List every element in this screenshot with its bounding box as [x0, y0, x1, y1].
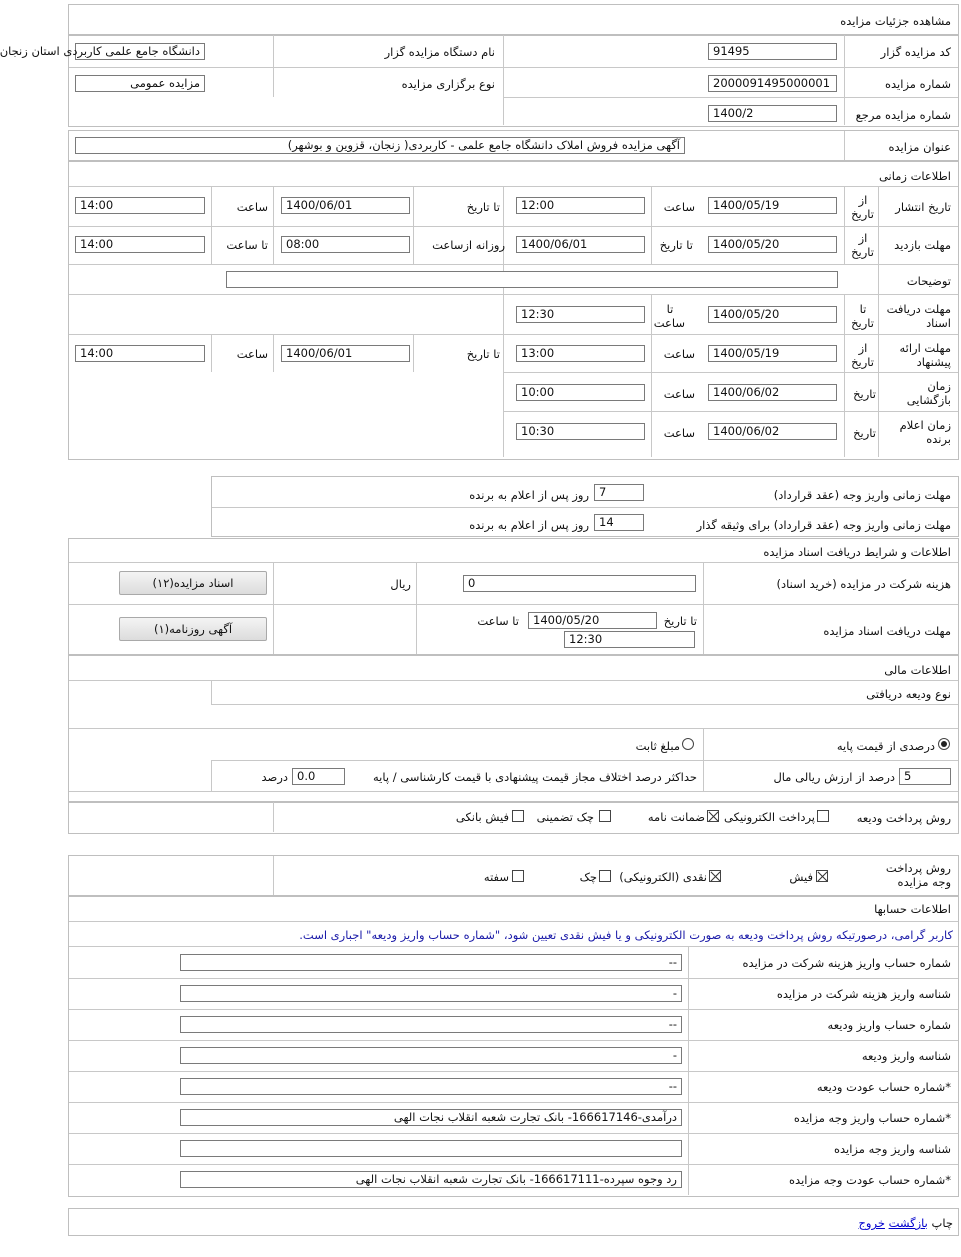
- payment-receipt-checkbox[interactable]: [816, 870, 828, 882]
- publish-from-label: از تاریخ: [851, 193, 874, 221]
- visit-to-label: تا تاریخ: [659, 238, 693, 252]
- offer-to-time-label: ساعت: [236, 347, 268, 361]
- offer-to-label: تا تاریخ: [466, 347, 500, 361]
- account-field-3[interactable]: -: [180, 1047, 682, 1064]
- offer-label: مهلت ارائه پیشنهاد: [899, 341, 951, 369]
- subject-field[interactable]: آگهی مزایده فروش املاک دانشگاه جامع علمی - کاربردی( زنجان، قزوین و بوشهر): [75, 137, 685, 154]
- opening-date-label: تاریخ: [853, 387, 876, 401]
- doc-receive-date[interactable]: 1400/05/20: [708, 306, 837, 323]
- doc-receive-time-label: تا ساعت: [653, 302, 685, 330]
- accounts-section-title: اطلاعات حسابها: [874, 902, 951, 916]
- exit-link[interactable]: خروج: [858, 1216, 885, 1230]
- account-field-4[interactable]: --: [180, 1078, 682, 1095]
- account-field-5[interactable]: درآمدی-166617146- بانک تجارت شعبه انقلاب نجات الهی: [180, 1109, 682, 1126]
- offer-from-time[interactable]: 13:00: [516, 345, 645, 362]
- doc-receive-time[interactable]: 12:30: [516, 306, 645, 323]
- offer-to-date[interactable]: 1400/06/01: [281, 345, 410, 362]
- deposit-percent-field[interactable]: 5: [899, 768, 951, 785]
- account-field-7[interactable]: رد وجوه سپرده-166617111- بانک تجارت شعبه انقلاب نجات الهی: [180, 1171, 682, 1188]
- notes-field[interactable]: [226, 271, 838, 288]
- deposit-type-label: نوع ودیعه دریافتی: [866, 687, 951, 701]
- account-label-2: شماره حساب واریز ودیعه: [827, 1018, 951, 1032]
- page-title-bar: [68, 4, 959, 36]
- subject-label: عنوان مزایده: [888, 140, 951, 154]
- type-field[interactable]: مزایده عمومی: [75, 75, 205, 92]
- deposit-percent-text: درصد از ارزش ریالی مال: [773, 770, 895, 784]
- publish-to-time-label: ساعت: [236, 200, 268, 214]
- publish-to-label: تا تاریخ: [466, 200, 500, 214]
- account-field-2[interactable]: --: [180, 1016, 682, 1033]
- timing-section-title: اطلاعات زمانی: [878, 169, 951, 183]
- winner-time-label: ساعت: [663, 426, 695, 440]
- fee-field[interactable]: 0: [463, 575, 696, 592]
- payment-promissory-label: سفته: [483, 870, 509, 884]
- payment-method-label: روش پرداخت وجه مزایده: [885, 861, 951, 889]
- visit-daily-label: روزانه ازساعت: [432, 238, 505, 252]
- docs-section-title: اطلاعات و شرایط دریافت اسناد مزایده: [763, 545, 951, 559]
- opening-time[interactable]: 10:00: [516, 384, 645, 401]
- number-field[interactable]: 2000091495000001: [708, 75, 837, 92]
- account-field-6[interactable]: [180, 1140, 682, 1157]
- newspaper-button[interactable]: آگهی روزنامه(۱): [119, 617, 267, 641]
- account-label-1: شناسه واریز هزینه شرکت در مزایده: [776, 987, 951, 1001]
- guarantee-deadline-label: مهلت زمانی واریز وجه (عقد قرارداد) برای وثیقه گذار: [696, 518, 951, 532]
- doc-receive-label: مهلت دریافت اسناد: [886, 302, 951, 330]
- notes-label: توضیحات: [906, 274, 951, 288]
- publish-from-date[interactable]: 1400/05/19: [708, 197, 837, 214]
- winner-date-label: تاریخ: [853, 426, 876, 440]
- visit-to-date[interactable]: 1400/06/01: [516, 236, 645, 253]
- code-label: کد مزایده گزار: [880, 45, 951, 59]
- deposit-method-label: روش پرداخت ودیعه: [856, 811, 951, 825]
- accounts-notice: کاربر گرامی، درصورتیکه روش پرداخت ودیعه به صورت الکترونیکی و یا فیش نقدی تعیین شود، "شماره حساب واریز ودیعه" اجباری است.: [299, 928, 953, 942]
- account-label-4: *شماره حساب عودت ودیعه: [816, 1080, 951, 1094]
- type-label: نوع برگزاری مزایده: [401, 77, 495, 91]
- account-label-0: شماره حساب واریز هزینه شرکت در مزایده: [742, 956, 951, 970]
- contract-days-field[interactable]: 7: [594, 484, 644, 501]
- deposit-electronic-label: پرداخت الکترونیکی: [724, 810, 815, 824]
- doc-deadline-to-time-label: تا ساعت: [477, 614, 519, 628]
- publish-from-time[interactable]: 12:00: [516, 197, 645, 214]
- visit-from-date[interactable]: 1400/05/20: [708, 236, 837, 253]
- doc-deadline-label: مهلت دریافت اسناد مزایده: [823, 624, 951, 638]
- account-field-0[interactable]: --: [180, 954, 682, 971]
- footer-bar: [68, 1208, 959, 1236]
- back-link[interactable]: بازگشت: [888, 1216, 928, 1230]
- offer-to-time[interactable]: 14:00: [75, 345, 205, 362]
- publish-label: تاریخ انتشار: [895, 200, 951, 214]
- account-label-5: *شماره حساب واریز وجه مزایده: [793, 1111, 951, 1125]
- payment-cash-label: نقدی (الکترونیکی): [619, 870, 707, 884]
- offer-time-label: ساعت: [663, 347, 695, 361]
- payment-promissory-checkbox[interactable]: [512, 870, 524, 882]
- doc-deadline-date[interactable]: 1400/05/20: [528, 612, 657, 629]
- code-field[interactable]: 91495: [708, 43, 837, 60]
- org-field[interactable]: دانشگاه جامع علمی کاربردی استان زنجان: [75, 43, 205, 60]
- finance-section-title: اطلاعات مالی: [884, 663, 951, 677]
- winner-date[interactable]: 1400/06/02: [708, 423, 837, 440]
- percent-radio[interactable]: [938, 738, 950, 750]
- org-label: نام دستگاه مزایده گزار: [384, 45, 495, 59]
- winner-label: زمان اعلام برنده: [899, 418, 951, 446]
- max-diff-text: حداکثر درصد اختلاف مجاز قیمت پیشنهادی با قیمت کارشناسی / پایه: [372, 770, 697, 784]
- account-label-3: شناسه واریز ودیعه: [861, 1049, 951, 1063]
- publish-to-date[interactable]: 1400/06/01: [281, 197, 410, 214]
- max-diff-unit: درصد: [261, 770, 288, 784]
- opening-label: زمان بازگشایی: [906, 379, 951, 407]
- account-field-1[interactable]: -: [180, 985, 682, 1002]
- deposit-cheque-checkbox[interactable]: [599, 810, 611, 822]
- fee-currency: ریال: [390, 577, 411, 591]
- opening-date[interactable]: 1400/06/02: [708, 384, 837, 401]
- offer-from-date[interactable]: 1400/05/19: [708, 345, 837, 362]
- doc-deadline-time[interactable]: 12:30: [564, 631, 695, 648]
- page-title: مشاهده جزئیات مزایده: [840, 14, 951, 28]
- fixed-radio[interactable]: [682, 738, 694, 750]
- account-label-6: شناسه واریز وجه مزایده: [833, 1142, 951, 1156]
- footer-links: [859, 1216, 954, 1230]
- visit-label: مهلت بازدید: [894, 238, 951, 252]
- visit-to-time[interactable]: 14:00: [75, 236, 205, 253]
- percent-option-label: درصدی از قیمت پایه: [836, 739, 935, 753]
- visit-daily-from[interactable]: 08:00: [281, 236, 410, 253]
- opening-time-label: ساعت: [663, 387, 695, 401]
- number-label: شماره مزایده: [885, 77, 951, 91]
- visit-to-time-label: تا ساعت: [226, 238, 268, 252]
- doc-receive-to-label: تا تاریخ: [851, 302, 874, 330]
- deposit-receipt-label: فیش بانکی: [455, 810, 509, 824]
- contract-days-suffix: روز پس از اعلام به برنده: [469, 488, 589, 502]
- ref-label: شماره مزایده مرجع: [855, 108, 951, 122]
- winner-time[interactable]: 10:30: [516, 423, 645, 440]
- payment-cheque-checkbox[interactable]: [599, 870, 611, 882]
- payment-cheque-label: چک: [579, 870, 597, 884]
- max-diff-field[interactable]: 0.0: [292, 768, 345, 785]
- publish-time-label: ساعت: [663, 200, 695, 214]
- ref-field[interactable]: 1400/2: [708, 105, 837, 122]
- visit-from-label: از تاریخ: [851, 231, 874, 259]
- payment-receipt-label: فیش: [789, 870, 813, 884]
- deposit-guarantee-checkbox[interactable]: [707, 810, 719, 822]
- contract-deadline-label: مهلت زمانی واریز وجه (عقد قرارداد): [773, 488, 951, 502]
- guarantee-days-suffix: روز پس از اعلام به برنده: [469, 518, 589, 532]
- account-label-7: *شماره حساب عودت وجه مزایده: [789, 1173, 951, 1187]
- deposit-receipt-checkbox[interactable]: [512, 810, 524, 822]
- doc-deadline-to-date-label: تا تاریخ: [663, 614, 697, 628]
- print-link[interactable]: چاپ: [931, 1216, 953, 1230]
- deposit-electronic-checkbox[interactable]: [817, 810, 829, 822]
- deposit-guarantee-label: ضمانت نامه: [647, 810, 705, 824]
- fixed-option-label: مبلغ ثابت: [635, 739, 680, 753]
- docs-button[interactable]: اسناد مزایده(۱۲): [119, 571, 267, 595]
- deposit-cheque-label: چک تضمینی: [536, 810, 594, 824]
- publish-to-time[interactable]: 14:00: [75, 197, 205, 214]
- offer-from-label: از تاریخ: [851, 341, 874, 369]
- fee-label: هزینه شرکت در مزایده (خرید اسناد): [776, 577, 951, 591]
- guarantee-days-field[interactable]: 14: [594, 514, 644, 531]
- payment-cash-checkbox[interactable]: [709, 870, 721, 882]
